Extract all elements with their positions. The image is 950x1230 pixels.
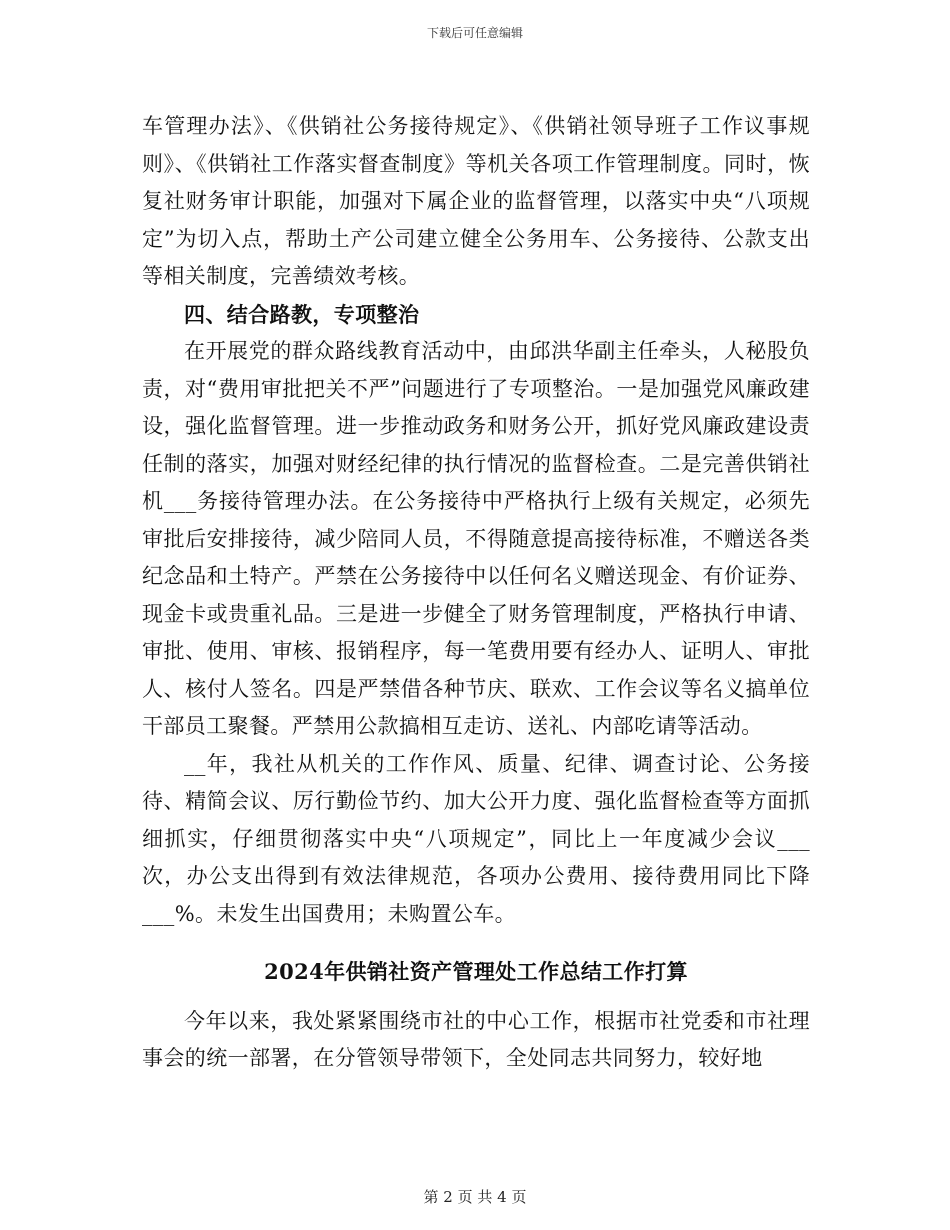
paragraph-year-summary: __年，我社从机关的工作作风、质量、纪律、调查讨论、公务接待、精简会议、厉行勤俭节约、加大公开力度、强化监督检查等方面抓细抓实，仔细贯彻落实中央“八项规定”，同比上一年度减少会议___次，办公支出得到有效法律规范，各项办公费用、接待费用同比下降___%。未发生出国费用；未购置公车。 — [142, 751, 810, 926]
page-number: 第 2 页 共 4 页 — [423, 1188, 527, 1206]
section-heading-4: 四、结合路教，专项整治 — [184, 301, 420, 327]
document-body — [142, 108, 810, 1078]
paragraph-intro: 今年以来，我处紧紧围绕市社的中心工作，根据市社党委和市社理事会的统一部署，在分管领导带领下，全处同志共同努力，较好地 — [142, 1008, 810, 1070]
paragraph-continuation: 车管理办法》、《供销社公务接待规定》、《供销社领导班子工作议事规则》、《供销社工作落实督查制度》等机关各项工作管理制度。同时，恢复社财务审计职能，加强对下属企业的监督管理，以落实中央“八项规定”为切入点，帮助土产公司建立健全公务用车、公务接待、公款支出等相关制度，完善绩效考核。 — [142, 114, 810, 288]
paragraph-special-rectification: 在开展党的群众路线教育活动中，由邱洪华副主任牵头，人秘股负责，对“费用审批把关不严”问题进行了专项整治。一是加强党风廉政建设，强化监督管理。进一步推动政务和财务公开，抓好党风廉政建设责任制的落实，加强对财经纪律的执行情况的监督检查。二是完善供销社机___务接待管理办法。在公务接待中严格执行上级有关规定，必须先审批后安排接待，减少陪同人员，不得随意提高接待标准，不赠送各类纪念品和土特产。严禁在公务接待中以任何名义赠送现金、有价证券、现金卡或贵重礼品。三是进一步健全了财务管理制度，严格执行申请、审批、使用、审核、报销程序，每一笔费用要有经办人、证明人、审批人、核付人签名。四是严禁借各种节庆、联欢、工作会议等名义搞单位干部员工聚餐。严禁用公款搞相互走访、送礼、内部吃请等活动。 — [142, 339, 810, 738]
document-title: 2024年供销社资产管理处工作总结工作打算 — [264, 959, 688, 984]
page-header: 下载后可任意编辑 — [426, 26, 523, 40]
